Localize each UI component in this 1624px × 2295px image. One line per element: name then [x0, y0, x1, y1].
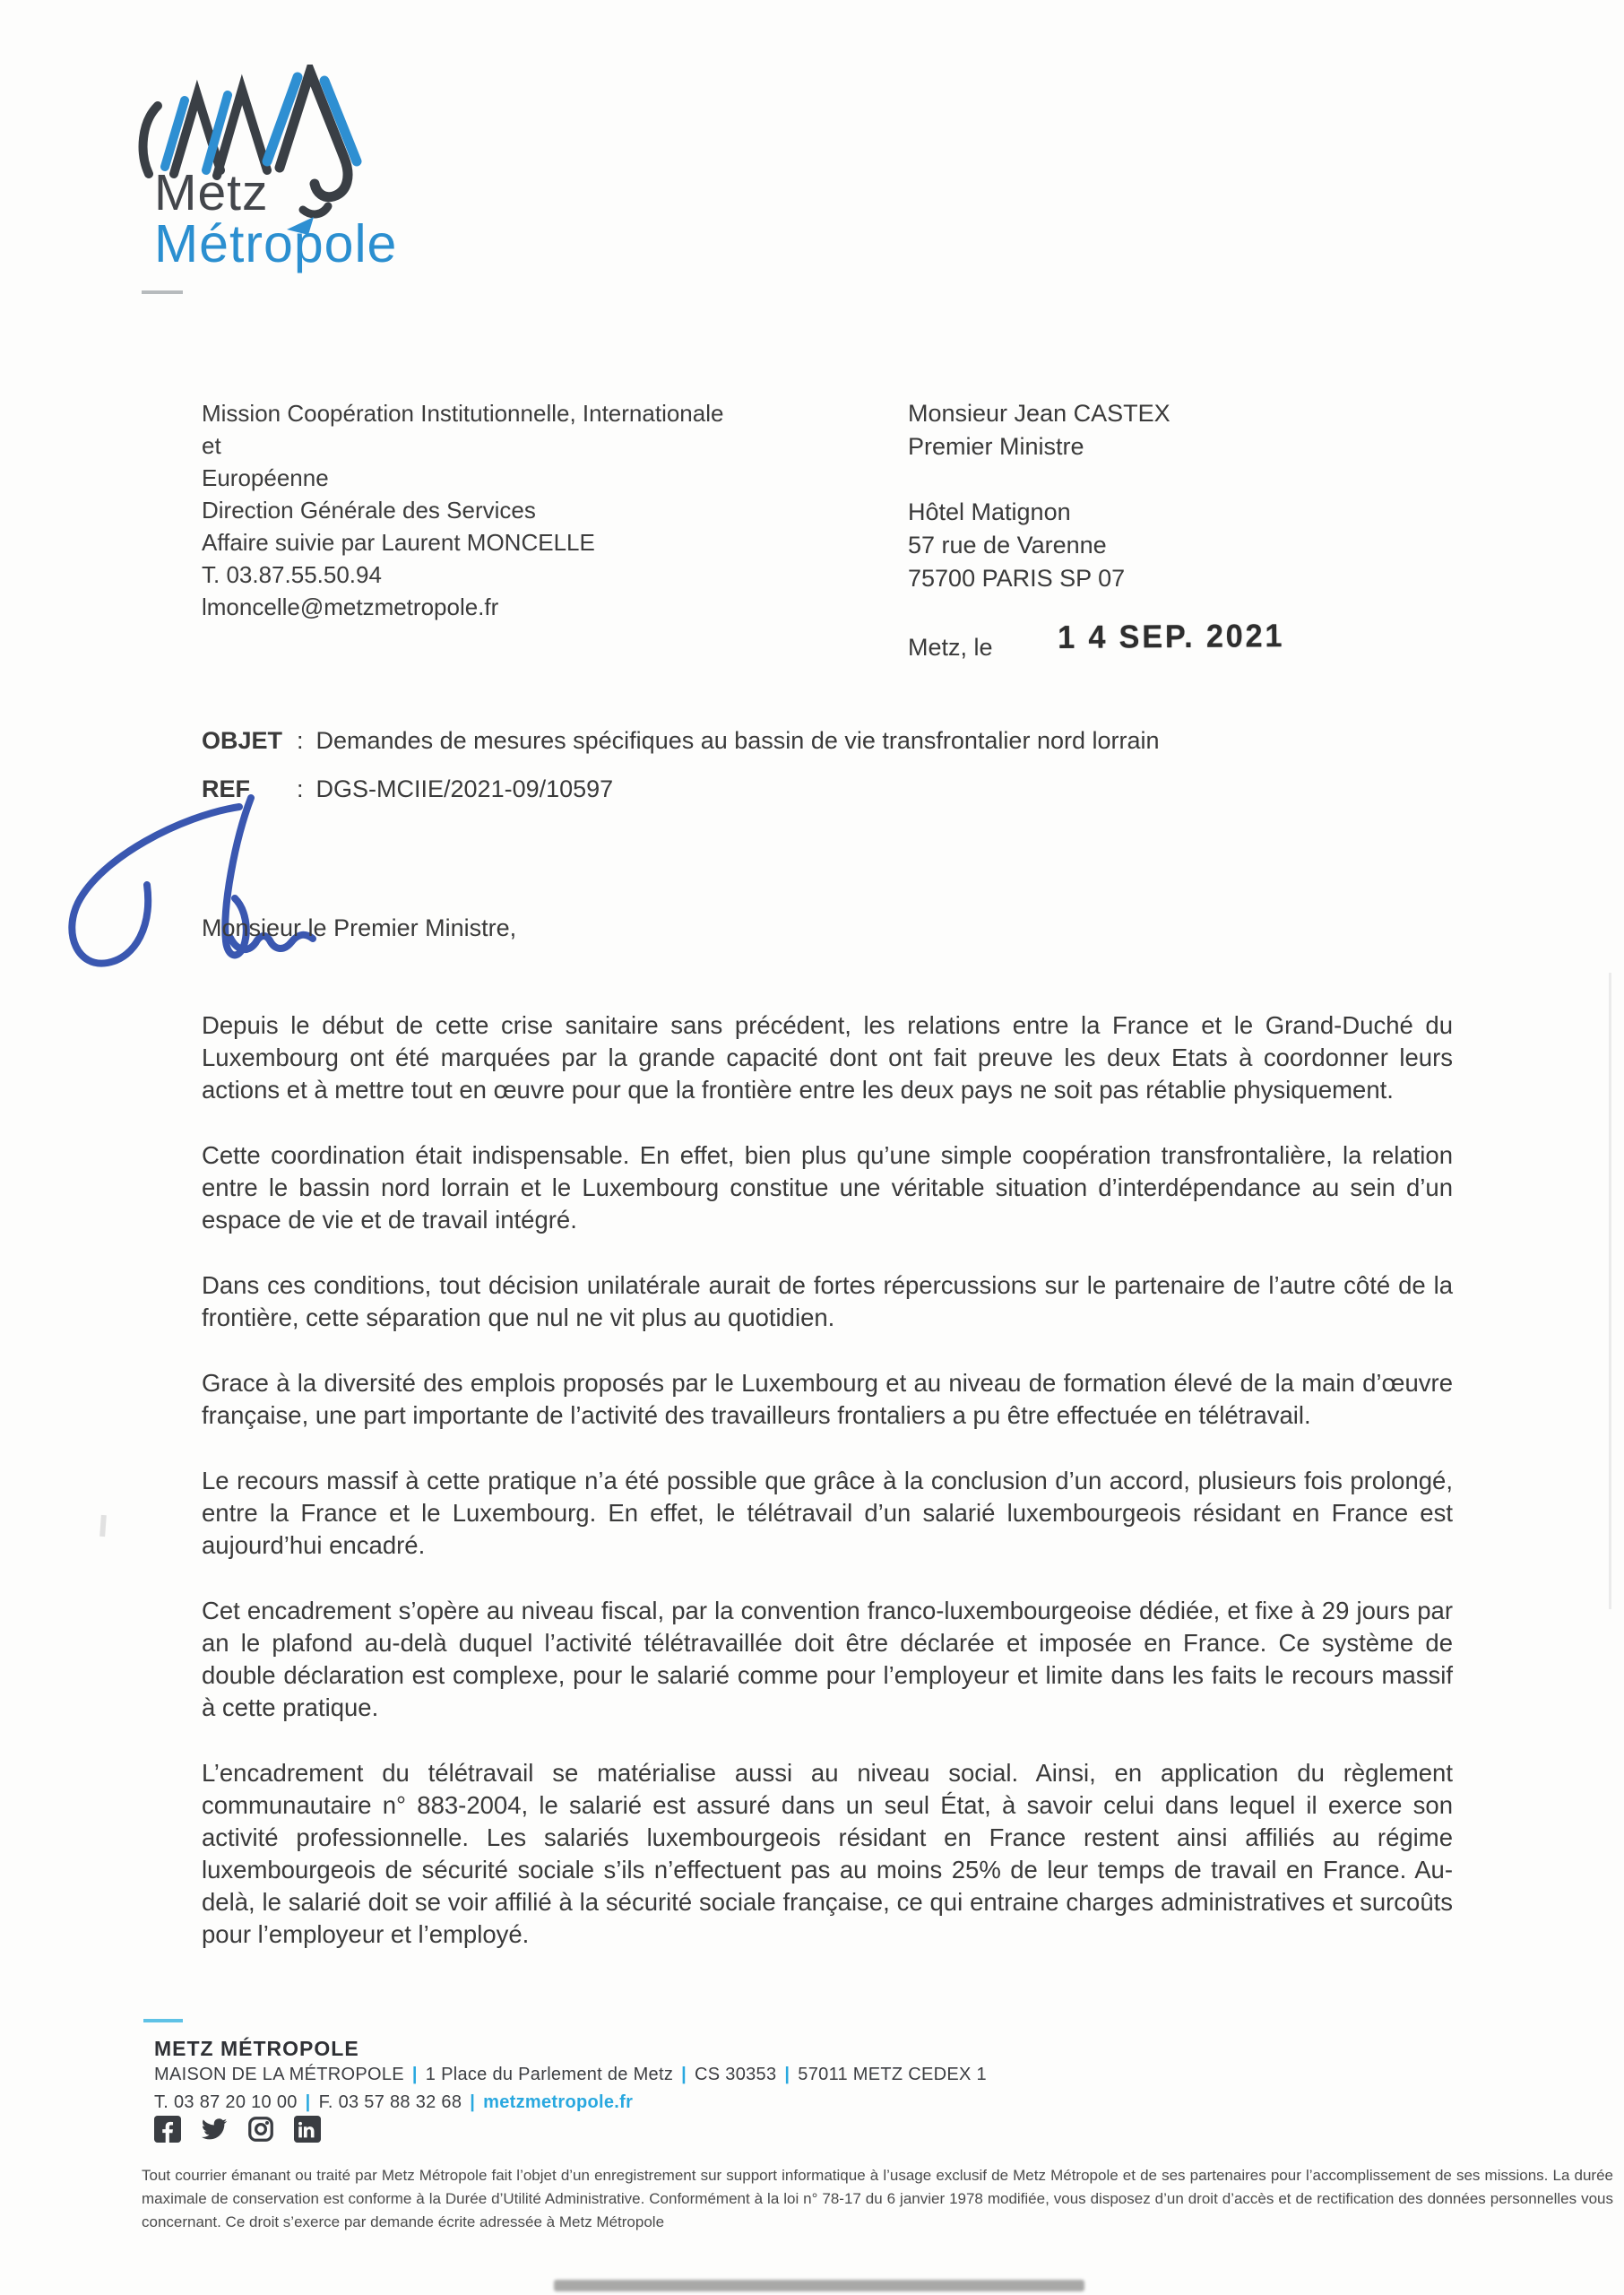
- footer-contact-segment: T. 03 87 20 10 00: [154, 2092, 298, 2112]
- recipient-address-block: [908, 496, 1125, 595]
- sender-line: Direction Générale des Services: [202, 497, 536, 524]
- body-paragraph: Dans ces conditions, tout décision unilatérale aurait de fortes répercussions sur le partenaire de l’autre côté de la frontière, cette séparation que nul ne vit plus au quotidien.: [202, 1271, 1453, 1331]
- footer-address-segment: 1 Place du Parlement de Metz: [425, 2065, 674, 2084]
- body-paragraph: L’encadrement du télétravail se matérialise aussi au niveau social. Ainsi, en application du règlement communautaire n° 883-2004, le salarié est assuré dans un seul État, à savoir celui dans lequel il exerce son activité professionnelle. Les salariés luxembourgeois résidant en France restent ainsi affiliés au régime luxembourgeois de sécurité sociale s’ils n’effectuent pas au moins 25% de leur temps de travail en France. Au-delà, le salarié doit se voir affilié à la sécurité sociale française, ce qui entraine charges administratives et surcoûts pour l’employeur et l’employé.: [202, 1759, 1453, 1948]
- facebook-icon: [154, 2116, 181, 2143]
- logo-wordmark-metropole: Métropole: [154, 214, 398, 273]
- footer-address-segment: MAISON DE LA MÉTROPOLE: [154, 2065, 404, 2084]
- logo-underline-dash: [142, 290, 183, 294]
- sender-line: Affaire suivie par Laurent MONCELLE: [202, 529, 595, 556]
- footer-separator: |: [681, 2065, 687, 2084]
- salutation: Monsieur le Premier Ministre,: [202, 914, 517, 941]
- body-paragraph: Cette coordination était indispensable. En effet, bien plus qu’une simple coopération transfrontalière, la relation entre le bassin nord lorrain et le Luxembourg constitue une véritable situation d’interdépendance au sein d’un espace de vie et de travail intégré.: [202, 1141, 1453, 1234]
- sender-line: Mission Coopération Institutionnelle, Internationale et: [202, 400, 724, 459]
- footer-organization: METZ MÉTROPOLE: [154, 2037, 359, 2060]
- footer-contact-segment: F. 03 57 88 32 68: [318, 2092, 462, 2112]
- footer-separator: |: [470, 2092, 476, 2112]
- footer-social-icons: [154, 2116, 321, 2143]
- logo-wordmark-metz: Metz: [154, 164, 269, 221]
- sender-line: lmoncelle@metzmetropole.fr: [202, 593, 499, 620]
- footer-legal-text: Tout courrier émanant ou traité par Metz Métropole fait l’objet d’un enregistrement sur support informatique à l’usage exclusif de Metz Métropole et de ses partenaires pour l’accomplissement de ses missions. La durée maximale de conservation est conforme à la Durée d’Utilité Administrative. Conformément à la loi n° 78-17 du 6 janvier 1978 modifiée, vous disposez d’un droit d’accès et de rectification des données personnelles vous concernant. Ce droit s’exerce par demande écrite adressée à Metz Métropole: [142, 2167, 1613, 2230]
- footer-contact-line: [154, 2092, 633, 2113]
- subject-line: [202, 724, 1160, 758]
- scan-artifact-left-edge: [99, 1515, 107, 1537]
- sender-block: [202, 397, 739, 623]
- subject-separator: :: [297, 727, 304, 754]
- body-paragraph: Le recours massif à cette pratique n’a été possible que grâce à la conclusion d’un accord, plusieurs fois prolongé, entre la France et le Luxembourg. En effet, le télétravail d’un salarié luxembourgeois résidant en France est aujourd’hui encadré.: [202, 1467, 1453, 1559]
- body-paragraph: Cet encadrement s’opère au niveau fiscal, par la convention franco-luxembourgeoise dédiée, et fixe à 29 jours par an le plafond au-delà duquel l’activité télétravaillée doit être déclarée et imposée en France. Ce système de double déclaration est complexe, pour le salarié comme pour l’employeur et limite dans les faits le recours massif à cette pratique.: [202, 1597, 1453, 1721]
- footer-address-line: [154, 2065, 987, 2085]
- recipient-address-line: 57 rue de Varenne: [908, 532, 1107, 559]
- sender-line: T. 03.87.55.50.94: [202, 561, 382, 588]
- linkedin-icon: [294, 2116, 321, 2143]
- footer-address-segment: CS 30353: [695, 2065, 777, 2084]
- footer-separator: |: [305, 2092, 311, 2112]
- footer-accent-dash: [143, 2019, 183, 2022]
- subject-text: Demandes de mesures spécifiques au bassin de vie transfrontalier nord lorrain: [315, 727, 1160, 754]
- body-paragraph: Grace à la diversité des emplois proposés par le Luxembourg et au niveau de formation élevé de la main d’œuvre française, une part importante de l’activité des travailleurs frontaliers a pu être effectuée en télétravail.: [202, 1369, 1453, 1429]
- handwritten-note: [47, 791, 351, 981]
- recipient-name-line: Premier Ministre: [908, 433, 1084, 460]
- dateline-prefix: Metz, le: [908, 634, 993, 661]
- scan-artifact-right-edge: [1609, 973, 1611, 1609]
- date-stamp: 1 4 SEP. 2021: [1058, 617, 1285, 655]
- footer-separator: |: [411, 2065, 418, 2084]
- recipient-name-block: [908, 397, 1170, 463]
- recipient-address-line: Hôtel Matignon: [908, 498, 1071, 525]
- sender-line: Européenne: [202, 464, 329, 491]
- recipient-address-line: 75700 PARIS SP 07: [908, 565, 1126, 592]
- footer-website: metzmetropole.fr: [483, 2092, 634, 2112]
- reference-label: REF: [202, 775, 250, 802]
- footer-separator: |: [784, 2065, 790, 2084]
- subject-label: OBJET: [202, 727, 283, 754]
- footer-address-segment: 57011 METZ CEDEX 1: [798, 2065, 987, 2084]
- letter-body: [202, 1009, 1453, 1984]
- scan-artifact-bottom: [554, 2280, 1084, 2291]
- instagram-icon: [247, 2116, 274, 2143]
- reference-text: DGS-MCIIE/2021-09/10597: [315, 775, 614, 802]
- reference-separator: :: [297, 775, 304, 802]
- recipient-name-line: Monsieur Jean CASTEX: [908, 400, 1170, 427]
- twitter-icon: [201, 2116, 228, 2143]
- body-paragraph: Depuis le début de cette crise sanitaire sans précédent, les relations entre la France et le Grand-Duché du Luxembourg ont été marquées par la grande capacité dont ont fait preuve les deux Etats à coordonner leurs actions et à mettre tout en œuvre pour que la frontière entre les deux pays ne soit pas rétablie physiquement.: [202, 1011, 1453, 1104]
